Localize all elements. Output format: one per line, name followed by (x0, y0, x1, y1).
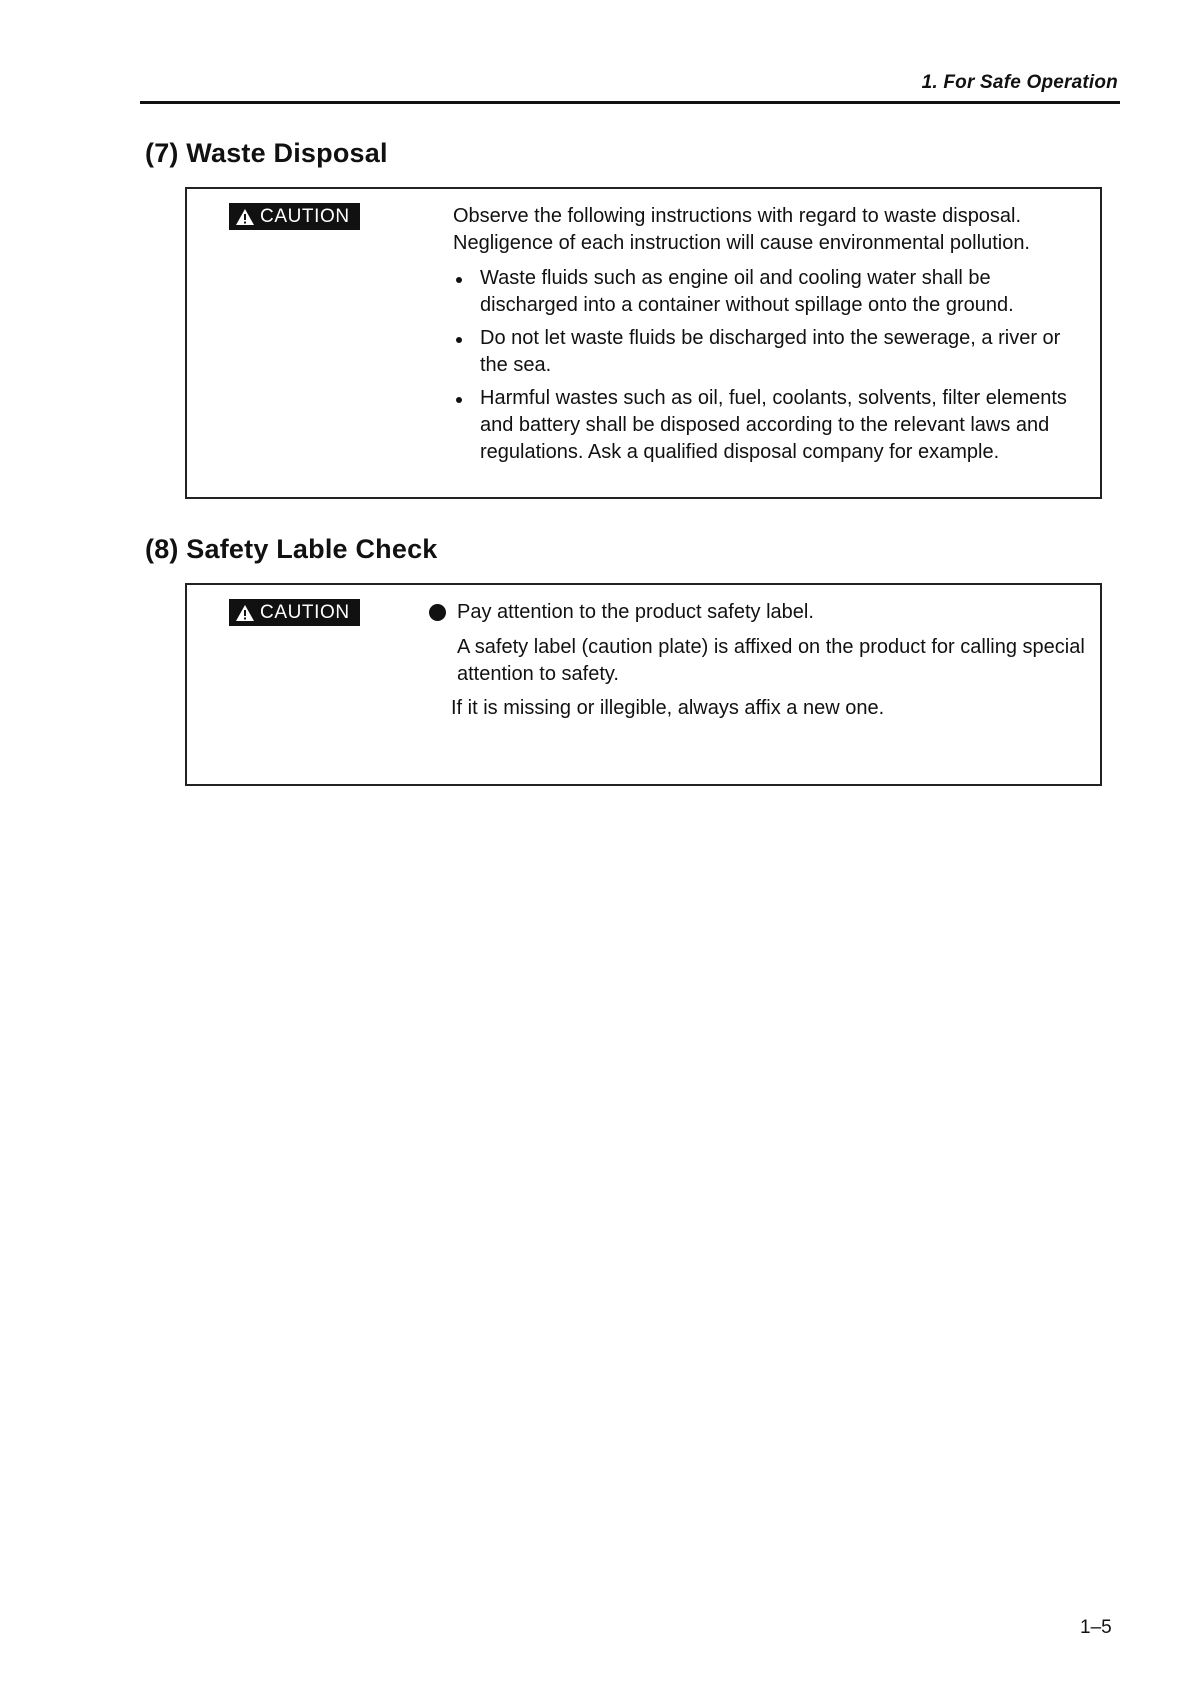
safety-label-detail: A safety label (caution plate) is affixed on the product for calling special attention to safety. (457, 636, 1085, 685)
intro-line-2: Negligence of each instruction will cause environmental pollution. (453, 232, 1030, 254)
safety-label-heading: Pay attention to the product safety label. (457, 601, 814, 623)
page-number: 1–5 (1080, 1617, 1112, 1638)
filled-circle-icon (429, 604, 446, 621)
header-rule (140, 101, 1120, 104)
bullet-icon (456, 397, 462, 403)
list-item-text: Harmful wastes such as oil, fuel, coolants, solvents, filter elements and battery shall be disposed according to the relevant laws and regulations. Ask a qualified disposal company for example. (480, 387, 1067, 463)
list-item-text: Waste fluids such as engine oil and cooling water shall be discharged into a container without spillage onto the ground. (480, 267, 1014, 316)
waste-disposal-content (453, 203, 1093, 472)
caution-badge-label: CAUTION (260, 602, 350, 623)
section-title-waste-disposal: (7) Waste Disposal (145, 138, 388, 168)
warning-triangle-icon (235, 604, 255, 622)
waste-disposal-list (453, 265, 1093, 466)
list-item (453, 385, 1093, 466)
list-item (453, 265, 1093, 319)
safety-label-heading-row (429, 599, 1089, 626)
safety-label-note: If it is missing or illegible, always affix a new one. (451, 697, 885, 719)
intro-line-1: Observe the following instructions with regard to waste disposal. (453, 205, 1022, 227)
caution-badge (229, 599, 360, 626)
list-item-text: Do not let waste fluids be discharged into the sewerage, a river or the sea. (480, 327, 1061, 376)
bullet-icon (456, 277, 462, 283)
caution-badge-label: CAUTION (260, 206, 350, 227)
bullet-icon (456, 337, 462, 343)
caution-box-safety-label-check (185, 583, 1102, 786)
caution-badge (229, 203, 360, 230)
warning-triangle-icon (235, 208, 255, 226)
running-header-title: 1. For Safe Operation (921, 72, 1118, 93)
list-item (453, 325, 1093, 379)
caution-box-waste-disposal (185, 187, 1102, 499)
section-title-safety-label-check: (8) Safety Lable Check (145, 534, 438, 564)
safety-label-content (429, 599, 1089, 722)
